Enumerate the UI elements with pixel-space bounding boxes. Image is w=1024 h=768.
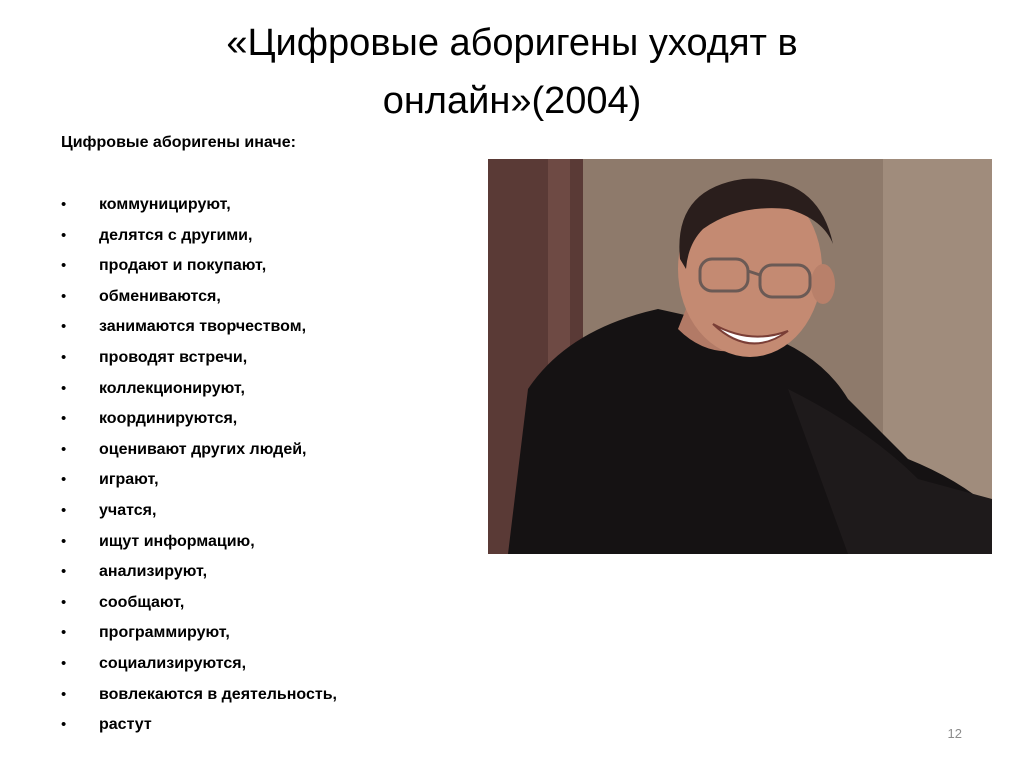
bullet-text: продают и покупают,: [99, 257, 267, 275]
bullet-dot-icon: •: [61, 501, 67, 519]
bullet-dot-icon: •: [61, 532, 67, 550]
bullet-text: играют,: [99, 471, 159, 489]
bullet-text: проводят встречи,: [99, 348, 248, 366]
bullet-item: [61, 221, 337, 252]
bullet-item: [61, 251, 337, 282]
bullet-text: социализируются,: [99, 654, 247, 672]
bullet-item: [61, 343, 337, 374]
page-number: 12: [947, 726, 962, 741]
bullet-text: коллекционируют,: [99, 379, 245, 397]
bullet-text: учатся,: [99, 501, 157, 519]
bullet-text: ищут информацию,: [99, 532, 255, 550]
bullet-item: [61, 435, 337, 466]
bullet-text: растут: [99, 716, 152, 734]
bullet-dot-icon: •: [61, 685, 67, 703]
bullet-text: делятся с другими,: [99, 226, 253, 244]
bullet-list: [61, 190, 337, 741]
bullet-text: программируют,: [99, 624, 230, 642]
bullet-dot-icon: •: [61, 593, 67, 611]
bullet-item: [61, 374, 337, 405]
intro-text: Цифровые аборигены иначе:: [61, 134, 296, 151]
bullet-item: [61, 618, 337, 649]
bullet-item: [61, 465, 337, 496]
bullet-dot-icon: •: [61, 654, 67, 672]
bullet-item: [61, 404, 337, 435]
bullet-text: коммуницируют,: [99, 196, 231, 213]
bullet-dot-icon: •: [61, 257, 67, 275]
bullet-dot-icon: •: [61, 196, 67, 213]
bullet-item: [61, 680, 337, 711]
bullet-dot-icon: •: [61, 410, 67, 428]
bullet-item: [61, 557, 337, 588]
bullet-item: [61, 527, 337, 558]
slide-title: [150, 14, 874, 130]
bullet-dot-icon: •: [61, 563, 67, 581]
bullet-item: [61, 190, 337, 221]
portrait-illustration: [488, 159, 992, 554]
slide-title-line-2: онлайн»(2004): [382, 80, 642, 122]
bullet-dot-icon: •: [61, 716, 67, 734]
bullet-dot-icon: •: [61, 318, 67, 336]
bullet-item: [61, 710, 337, 741]
bullet-text: обмениваются,: [99, 287, 221, 305]
bullet-item: [61, 649, 337, 680]
bullet-item: [61, 496, 337, 527]
bullet-item: [61, 588, 337, 619]
bullet-dot-icon: •: [61, 440, 67, 458]
slide-title-line-1: «Цифровые аборигены уходят в: [226, 22, 798, 64]
bullet-dot-icon: •: [61, 471, 67, 489]
bullet-dot-icon: •: [61, 287, 67, 305]
bullet-dot-icon: •: [61, 226, 67, 244]
photo-ear: [811, 264, 835, 304]
bullet-dot-icon: •: [61, 624, 67, 642]
bullet-item: [61, 312, 337, 343]
bullet-text: анализируют,: [99, 563, 208, 581]
bullet-dot-icon: •: [61, 348, 67, 366]
bullet-text: координируются,: [99, 410, 238, 428]
bullet-text: сообщают,: [99, 593, 185, 611]
bullet-text: занимаются творчеством,: [99, 318, 307, 336]
bullet-item: [61, 282, 337, 313]
portrait-photo: [488, 159, 992, 554]
bullet-text: вовлекаются в деятельность,: [99, 685, 337, 703]
bullet-dot-icon: •: [61, 379, 67, 397]
bullet-text: оценивают других людей,: [99, 440, 307, 458]
